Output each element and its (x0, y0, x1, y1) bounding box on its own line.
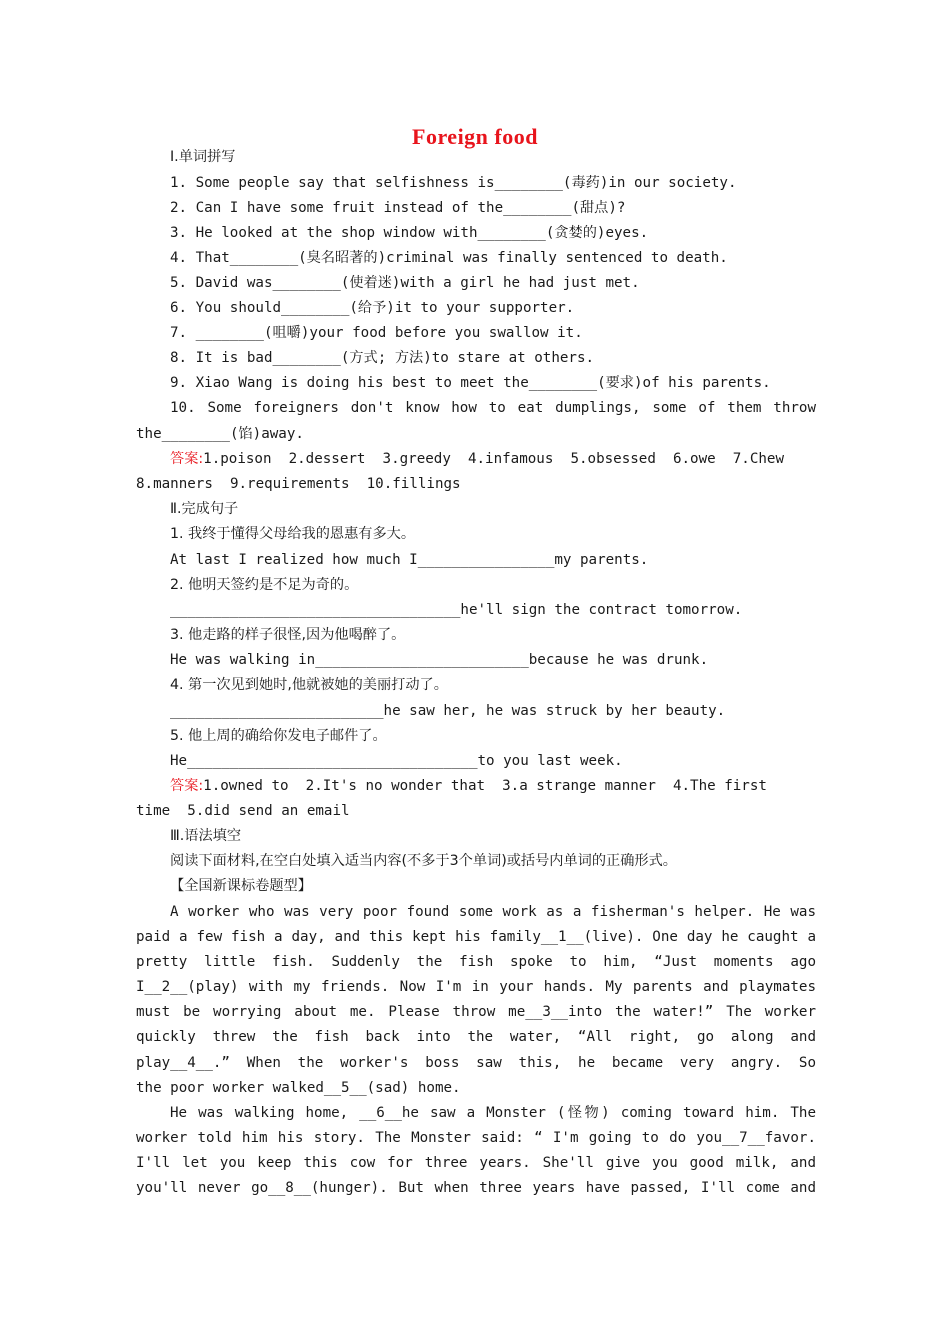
question-6: 6. You should________(给予)it to your supporter. (170, 300, 575, 316)
question-10-line-1: 10. Some foreigners don't know how to eat dumplings, some of them throw (170, 400, 816, 416)
passage-line: paid a few fish a day, and this kept his family__1__(live). One day he caught a (136, 929, 816, 945)
question-7: 7. ________(咀嚼)your food before you swallow it. (170, 325, 583, 341)
instruction-text: 阅读下面材料,在空白处填入适当内容(不多于3个单词)或括号内单词的正确形式。 (170, 853, 677, 869)
question-4: 4. That________(臭名昭著的)criminal was finally sentenced to death. (170, 250, 728, 266)
passage-line: A worker who was very poor found some work as a fisherman's helper. He was (170, 904, 816, 920)
sentence-5-english: He__________________________________to you last week. (170, 753, 623, 769)
answer-line-2: time 5.did send an email (136, 803, 350, 819)
question-5: 5. David was________(使着迷)with a girl he had just met. (170, 275, 640, 291)
answer-line-2: 8.manners 9.requirements 10.fillings (136, 476, 461, 492)
answer-label: 答案: (170, 778, 204, 794)
passage-line: play__4__.” When the worker's boss saw this, he became very angry. So (136, 1055, 816, 1071)
sentence-2-chinese: 2. 他明天签约是不足为奇的。 (170, 577, 359, 593)
question-3: 3. He looked at the shop window with________(贪婪的)eyes. (170, 225, 649, 241)
question-10-line-2: the________(馅)away. (136, 426, 304, 442)
passage-line: He was walking home, __6__he saw a Monster (怪物) coming toward him. The (170, 1105, 816, 1121)
sentence-5-chinese: 5. 他上周的确给你发电子邮件了。 (170, 728, 387, 744)
passage-line: quickly threw the fish back into the water, “All right, go along and (136, 1029, 816, 1045)
passage-line: worker told him his story. The Monster said: “ I'm going to do you__7__favor. (136, 1130, 816, 1146)
sentence-2-english: __________________________________he'll sign the contract tomorrow. (170, 602, 743, 618)
answer-text: 1.poison 2.dessert 3.greedy 4.infamous 5.obsessed 6.owe 7.Chew (203, 451, 784, 467)
passage-line: pretty little fish. Suddenly the fish spoke to him, “Just moments ago (136, 954, 816, 970)
answer-line-1 (170, 776, 850, 796)
section-heading-grammar: Ⅲ.语法填空 (170, 828, 242, 844)
sentence-3-chinese: 3. 他走路的样子很怪,因为他喝醉了。 (170, 627, 406, 643)
section-heading-sentences: Ⅱ.完成句子 (170, 501, 239, 517)
passage-line: the poor worker walked__5__(sad) home. (136, 1080, 461, 1096)
passage-line: must be worrying about me. Please throw me__3__into the water!” The worker (136, 1004, 816, 1020)
question-type-tag: 【全国新课标卷题型】 (170, 878, 312, 894)
passage-line: I__2__(play) with my friends. Now I'm in your hands. My parents and playmates (136, 979, 816, 995)
question-8: 8. It is bad________(方式; 方法)to stare at others. (170, 350, 595, 366)
sentence-4-chinese: 4. 第一次见到她时,他就被她的美丽打动了。 (170, 677, 448, 693)
sentence-4-english: _________________________he saw her, he was struck by her beauty. (170, 703, 726, 719)
question-9: 9. Xiao Wang is doing his best to meet the________(要求)of his parents. (170, 375, 771, 391)
question-1: 1. Some people say that selfishness is________(毒药)in our society. (170, 175, 737, 191)
sentence-1-chinese: 1. 我终于懂得父母给我的恩惠有多大。 (170, 526, 416, 542)
passage-line: you'll never go__8__(hunger). But when three years have passed, I'll come and (136, 1180, 816, 1196)
sentence-3-english: He was walking in_________________________because he was drunk. (170, 652, 709, 668)
answer-line-1 (170, 449, 850, 469)
answer-text: 1.owned to 2.It's no wonder that 3.a strange manner 4.The first (203, 778, 767, 794)
sentence-1-english: At last I realized how much I________________my parents. (170, 552, 649, 568)
passage-line: I'll let you keep this cow for three years. She'll give you good milk, and (136, 1155, 816, 1171)
document-title: Foreign food (412, 124, 538, 149)
answer-label: 答案: (170, 451, 204, 467)
section-heading-vocabulary: Ⅰ.单词拼写 (170, 149, 236, 165)
question-2: 2. Can I have some fruit instead of the________(甜点)? (170, 200, 626, 216)
